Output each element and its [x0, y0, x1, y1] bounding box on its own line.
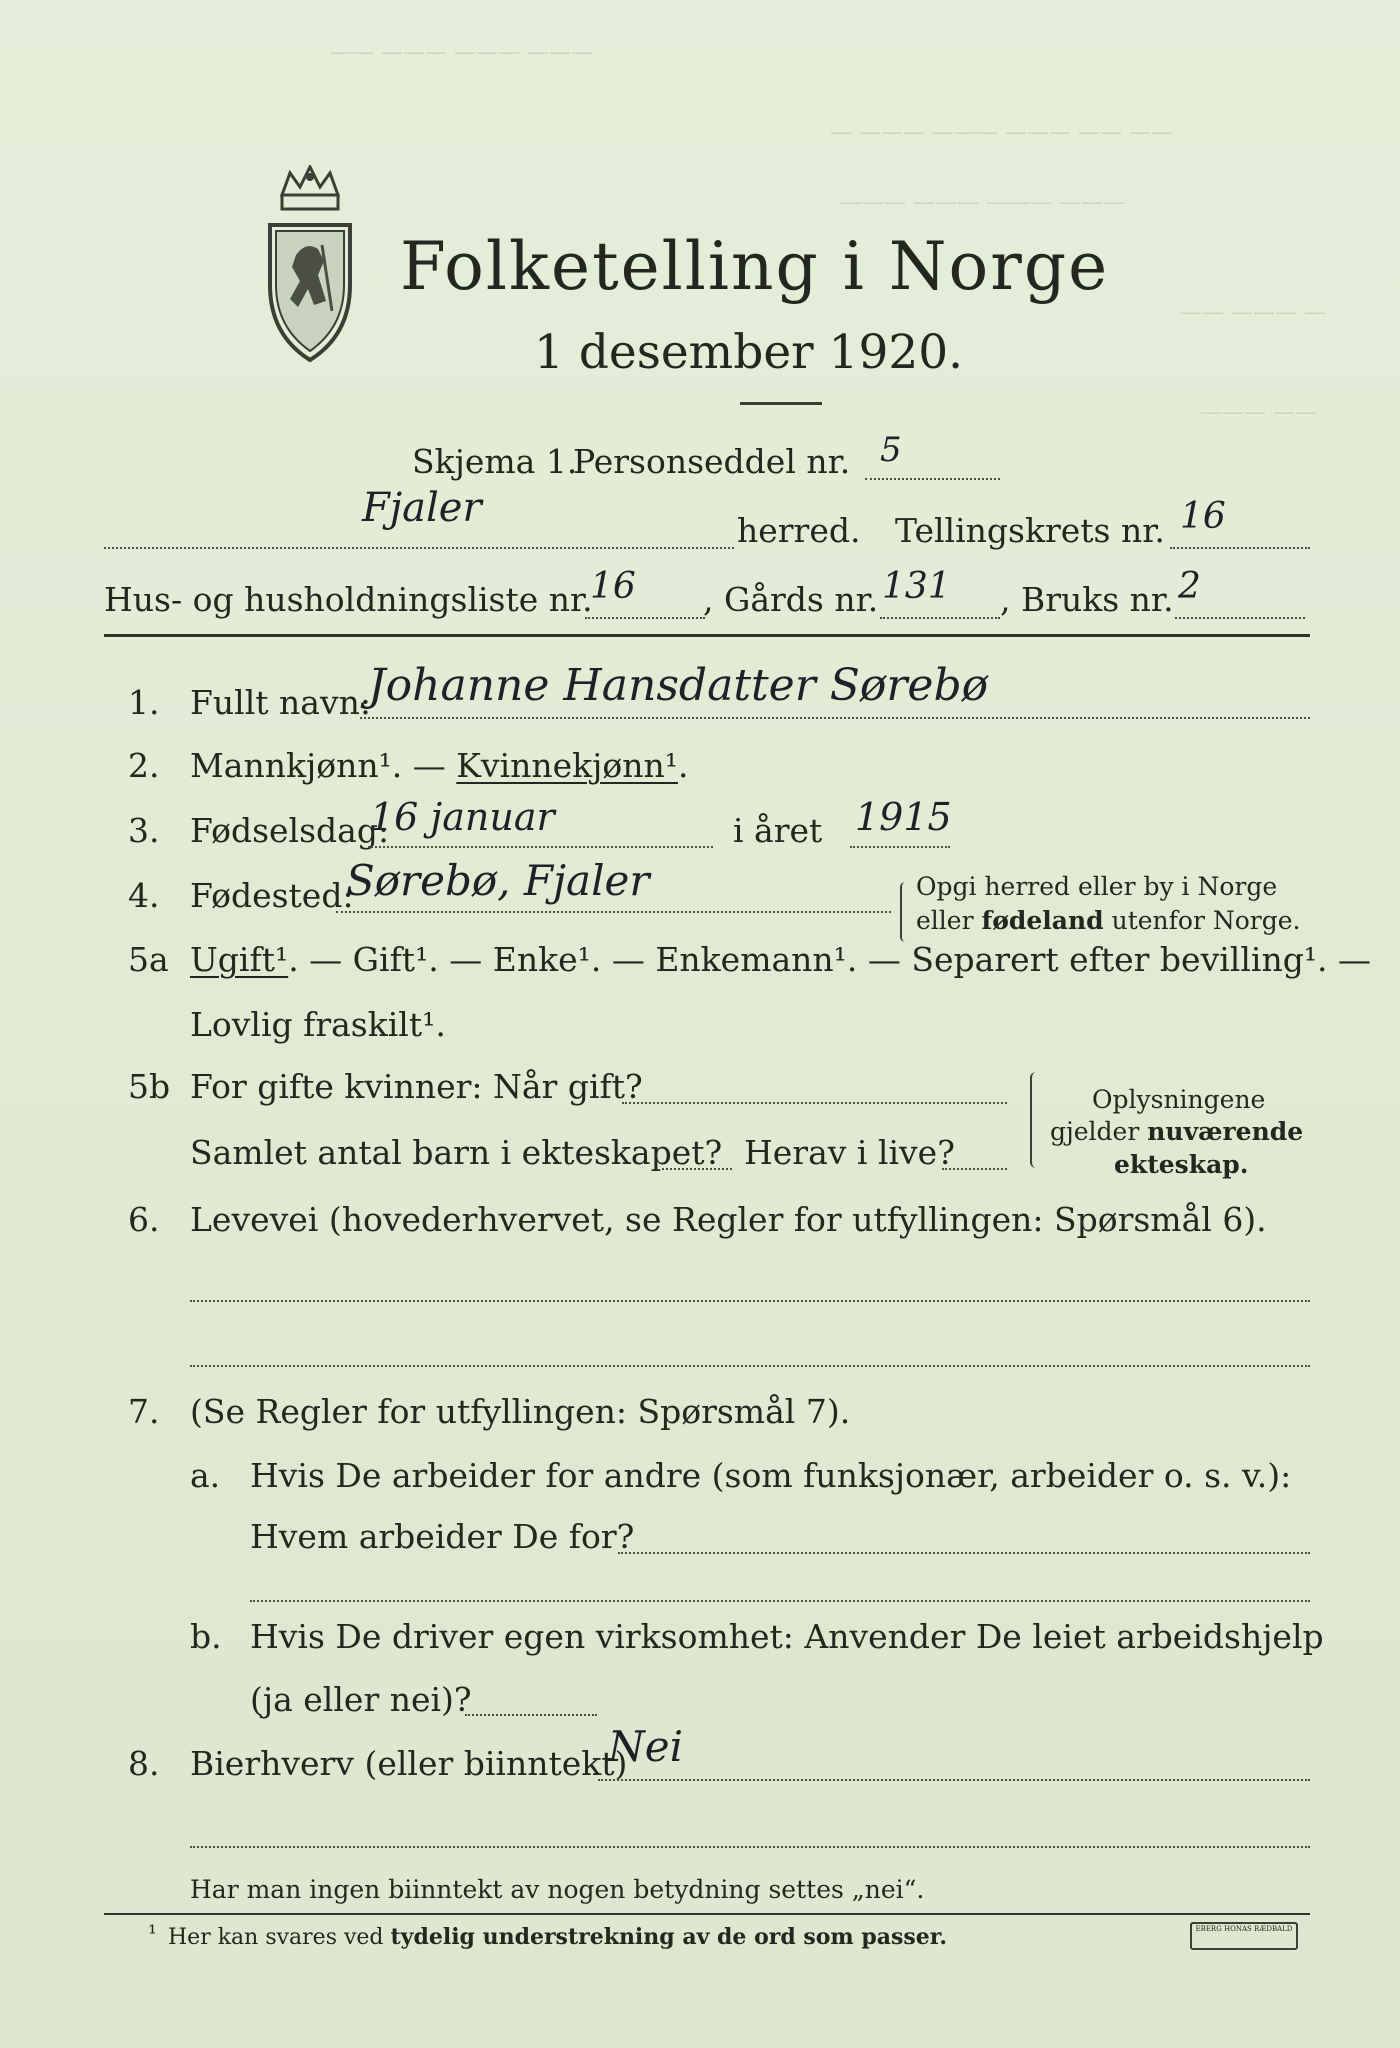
q8-number: 8.	[128, 1744, 160, 1783]
herred-value[interactable]: Fjaler	[362, 485, 482, 531]
q1-line	[360, 717, 1310, 719]
q4-label: Fødested:	[190, 876, 354, 915]
tellingskrets-line	[1170, 547, 1310, 549]
husholdning-value[interactable]: 16	[590, 566, 636, 607]
option-ugift-selected[interactable]: Ugift¹	[190, 940, 289, 979]
skjema-label: Skjema 1.	[412, 442, 578, 481]
q1-label: Fullt navn:	[190, 683, 371, 722]
option-lovlig-fraskilt[interactable]: Lovlig fraskilt¹.	[190, 1005, 446, 1044]
alive-line	[942, 1168, 1007, 1170]
herred-label: herred.	[737, 511, 861, 550]
birth-year-value[interactable]: 1915	[855, 795, 952, 839]
q7b-letter: b.	[190, 1617, 222, 1656]
birthplace-note-1: Opgi herred eller by i Norge	[916, 872, 1278, 901]
side-income-note: Har man ingen biinntekt av nogen betydning settes „nei“.	[190, 1875, 925, 1904]
bruks-label: , Bruks nr.	[1000, 580, 1174, 619]
children-line	[662, 1168, 732, 1170]
bruks-value[interactable]: 2	[1178, 566, 1201, 607]
hire-line	[465, 1714, 597, 1716]
birthday-value[interactable]: 16 januar	[370, 795, 555, 839]
tellingskrets-label: Tellingskrets nr.	[895, 511, 1165, 550]
birthplace-line	[336, 911, 891, 913]
birthplace-value[interactable]: Sørebø, Fjaler	[346, 856, 650, 905]
marital-status-options	[190, 940, 1371, 979]
q3-label: Fødselsdag:	[190, 811, 390, 850]
birthplace-note-2: eller fødeland utenfor Norge.	[916, 906, 1301, 935]
coat-of-arms-emblem	[262, 165, 358, 365]
sex-options	[190, 746, 689, 785]
gards-value[interactable]: 131	[882, 566, 951, 607]
herred-line	[104, 547, 734, 549]
printer-stamp: EBERG HONAS RÆDBALD	[1190, 1922, 1298, 1950]
q8-label: Bierhverv (eller biinntekt)	[190, 1744, 628, 1783]
side-income-value[interactable]: Nei	[608, 1722, 684, 1771]
section-divider	[104, 634, 1310, 637]
footnote-mark: ¹	[148, 1922, 157, 1947]
q6-number: 6.	[128, 1200, 160, 1239]
q4-number: 4.	[128, 876, 160, 915]
year-line	[850, 846, 950, 848]
occupation-line-1	[190, 1300, 1310, 1302]
q5b-married-label: For gifte kvinner: Når gift?	[190, 1067, 643, 1106]
personseddel-line	[865, 478, 1000, 480]
husholdning-line	[585, 617, 705, 619]
form-date: 1 desember 1920.	[534, 325, 964, 380]
q7b-text: Hvis De driver egen virksomhet: Anvender De leiet arbeidshjelp	[250, 1617, 1324, 1656]
full-name-value[interactable]: Johanne Hansdatter Sørebø	[368, 660, 989, 711]
q7a-employer-label: Hvem arbeider De for?	[250, 1517, 635, 1556]
husholdning-label: Hus- og husholdningsliste nr.	[104, 580, 593, 619]
q2-number: 2.	[128, 746, 160, 785]
q6-label: Levevei (hovederhvervet, se Regler for utfyllingen: Spørsmål 6).	[190, 1200, 1267, 1239]
q7a-letter: a.	[190, 1456, 221, 1495]
title-rule	[740, 402, 822, 405]
employer-line-1	[618, 1552, 1310, 1554]
occupation-line-2	[190, 1365, 1310, 1367]
birthplace-brace	[900, 882, 910, 942]
marriage-brace	[1030, 1072, 1042, 1168]
marriage-note-1: Oplysningene	[1092, 1085, 1266, 1114]
marriage-note-2: gjelder nuværende	[1050, 1117, 1304, 1146]
q5a-number: 5a	[128, 940, 169, 979]
q3-number: 3.	[128, 811, 160, 850]
option-mannkjonn[interactable]: Mannkjønn¹.	[190, 746, 403, 785]
bruks-line	[1175, 617, 1305, 619]
q5b-number: 5b	[128, 1067, 171, 1106]
side-income-line	[598, 1779, 1310, 1781]
footnote: Her kan svares ved tydelig understrekning av de ord som passer.	[168, 1924, 948, 1950]
personseddel-value[interactable]: 5	[880, 430, 902, 470]
q7a-text: Hvis De arbeider for andre (som funksjonær, arbeider o. s. v.):	[250, 1456, 1292, 1495]
q1-number: 1.	[128, 683, 160, 722]
personseddel-label: Personseddel nr.	[573, 442, 851, 481]
marriage-note-3: ekteskap.	[1114, 1150, 1249, 1179]
side-income-line-2	[190, 1846, 1310, 1848]
footnote-divider	[104, 1913, 1310, 1915]
gards-label: , Gårds nr.	[703, 580, 879, 619]
option-end: .	[678, 746, 689, 785]
marital-other-options[interactable]: . — Gift¹. — Enke¹. — Enkemann¹. — Separert efter bevilling¹. —	[288, 940, 1372, 979]
form-title: Folketelling i Norge	[400, 228, 1110, 305]
option-kvinnekjonn-selected[interactable]: Kvinnekjønn¹	[456, 746, 678, 785]
year-label: i året	[733, 811, 823, 850]
q5b-children-label: Samlet antal barn i ekteskapet?	[190, 1133, 723, 1172]
birthday-line	[368, 846, 713, 848]
q7b-hire-label: (ja eller nei)?	[250, 1680, 472, 1719]
q7-number: 7.	[128, 1392, 160, 1431]
census-form-page: —— ——— ——— ——— — ——— ——— ——— —— —— ——— ——— ——— ——— —— ——— — ——— —— Folketelling i Norge 1 desember 1920. Skjema 1. Personseddel nr. 5 Fjaler herred. Tellingskrets nr. 16 Hus- og husholdningsliste nr. 16 , Gårds nr. 131 , Bruks nr. 2 1. Fullt navn: Johanne Hansdatter Sørebø 2. Mannkjønn¹. — Kvinnekjønn¹. 3. Fødselsdag: 16 januar i året 1915 4. Fødested: Sørebø, Fjaler Opgi herred eller by i Norge eller fødeland utenfor Norge. 5a Ugift¹. — Gift¹. — Enke¹. — Enkemann¹. — Separert efter bevilling¹. — Lovlig fraskilt¹. 5b For gifte kvinner: Når gift? Samlet antal barn i ekteskapet? Herav i live? Oplysningene gjelder nuværende ekteskap. 6. Levevei (hovederhvervet, se Regler for utfyllingen: Spørsmål 6). 7. (Se Regler for utfyllingen: Spørsmål 7). a. Hvis De arbeider for andre (som funksjonær, arbeider o. s. v.): Hvem arbeider De for? b. Hvis De driver egen virksomhet: Anvender De leiet arbeidshjelp (ja eller nei)? 8. Bierhverv (eller biinntekt) Nei Har man ingen biinntekt av nogen betydning settes „nei“. ¹ Her kan svares ved tydelig understrekning av de ord som passer. EBERG HONAS RÆDBALD	[0, 0, 1400, 2048]
married-date-line	[622, 1102, 1007, 1104]
tellingskrets-value[interactable]: 16	[1180, 496, 1226, 537]
q7-label: (Se Regler for utfyllingen: Spørsmål 7).	[190, 1392, 851, 1431]
gards-line	[880, 617, 1000, 619]
employer-line-2	[250, 1600, 1310, 1602]
option-separator: —	[402, 746, 457, 785]
q5b-alive-label: Herav i live?	[744, 1133, 955, 1172]
